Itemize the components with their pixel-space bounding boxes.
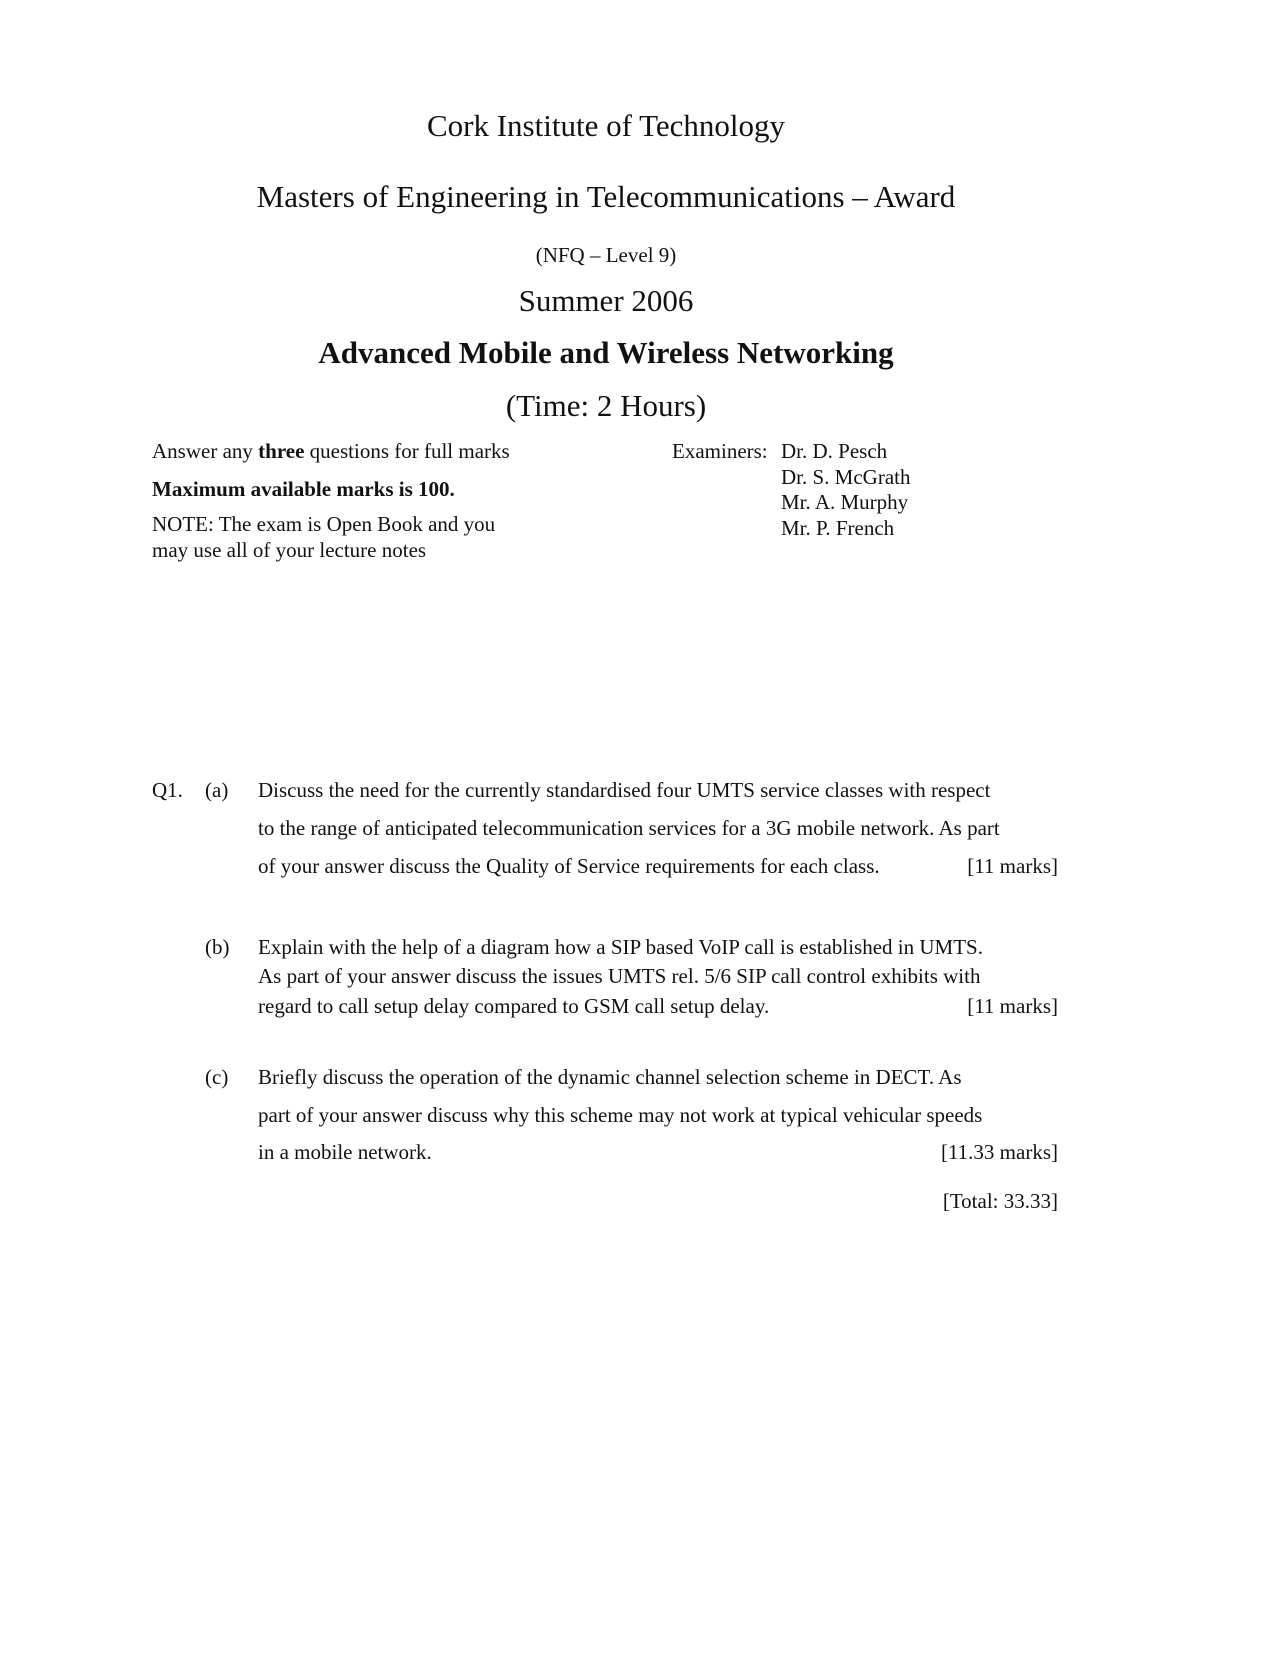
answer-bold: three (258, 439, 305, 463)
part-b-line: Explain with the help of a diagram how a SIP based VoIP call is established in UMTS. (258, 935, 983, 959)
answer-instruction (152, 439, 510, 464)
part-b-marks: [11 marks] (967, 994, 1058, 1018)
part-b-line (258, 994, 1058, 1019)
part-b-line: As part of your answer discuss the issues UMTS rel. 5/6 SIP call control exhibits with (258, 964, 981, 988)
note-line-1: NOTE: The exam is Open Book and you (152, 512, 496, 536)
part-a-line: to the range of anticipated telecommunication services for a 3G mobile network. As part (258, 816, 1000, 840)
examiners-label: Examiners: (672, 439, 768, 463)
part-c-marks: [11.33 marks] (940, 1140, 1058, 1164)
part-a-line: Discuss the need for the currently standardised four UMTS service classes with respect (258, 778, 991, 802)
examiner-name: Mr. A. Murphy (781, 490, 909, 514)
part-c-line: part of your answer discuss why this scheme may not work at typical vehicular speeds (258, 1103, 983, 1127)
nfq-level: (NFQ – Level 9) (535, 243, 677, 267)
note-line-2: may use all of your lecture notes (152, 538, 427, 562)
answer-post: questions for full marks (304, 439, 510, 463)
programme-title: Masters of Engineering in Telecommunications – Award (256, 179, 956, 214)
part-b-text: regard to call setup delay compared to GSM call setup delay. (258, 994, 770, 1018)
part-c-text: in a mobile network. (258, 1140, 432, 1164)
part-a-line (258, 854, 1058, 879)
question-number: Q1. (152, 778, 183, 802)
max-marks: Maximum available marks is 100. (152, 477, 455, 501)
examiner-name: Dr. D. Pesch (781, 439, 888, 463)
part-c-line (258, 1140, 1058, 1165)
exam-duration: (Time: 2 Hours) (505, 388, 707, 423)
part-b-label: (b) (205, 935, 230, 959)
part-a-marks: [11 marks] (967, 854, 1058, 878)
examiner-name: Mr. P. French (781, 516, 895, 540)
module-title: Advanced Mobile and Wireless Networking (318, 335, 894, 370)
question-total: [Total: 33.33] (942, 1189, 1058, 1213)
answer-pre: Answer any (152, 439, 259, 463)
examiner-name: Dr. S. McGrath (781, 465, 911, 489)
part-c-line: Briefly discuss the operation of the dynamic channel selection scheme in DECT. As (258, 1065, 962, 1089)
part-c-label: (c) (205, 1065, 229, 1089)
part-a-label: (a) (205, 778, 229, 802)
part-a-text: of your answer discuss the Quality of Service requirements for each class. (258, 854, 880, 878)
institution-title: Cork Institute of Technology (426, 108, 785, 143)
exam-session: Summer 2006 (518, 283, 694, 318)
